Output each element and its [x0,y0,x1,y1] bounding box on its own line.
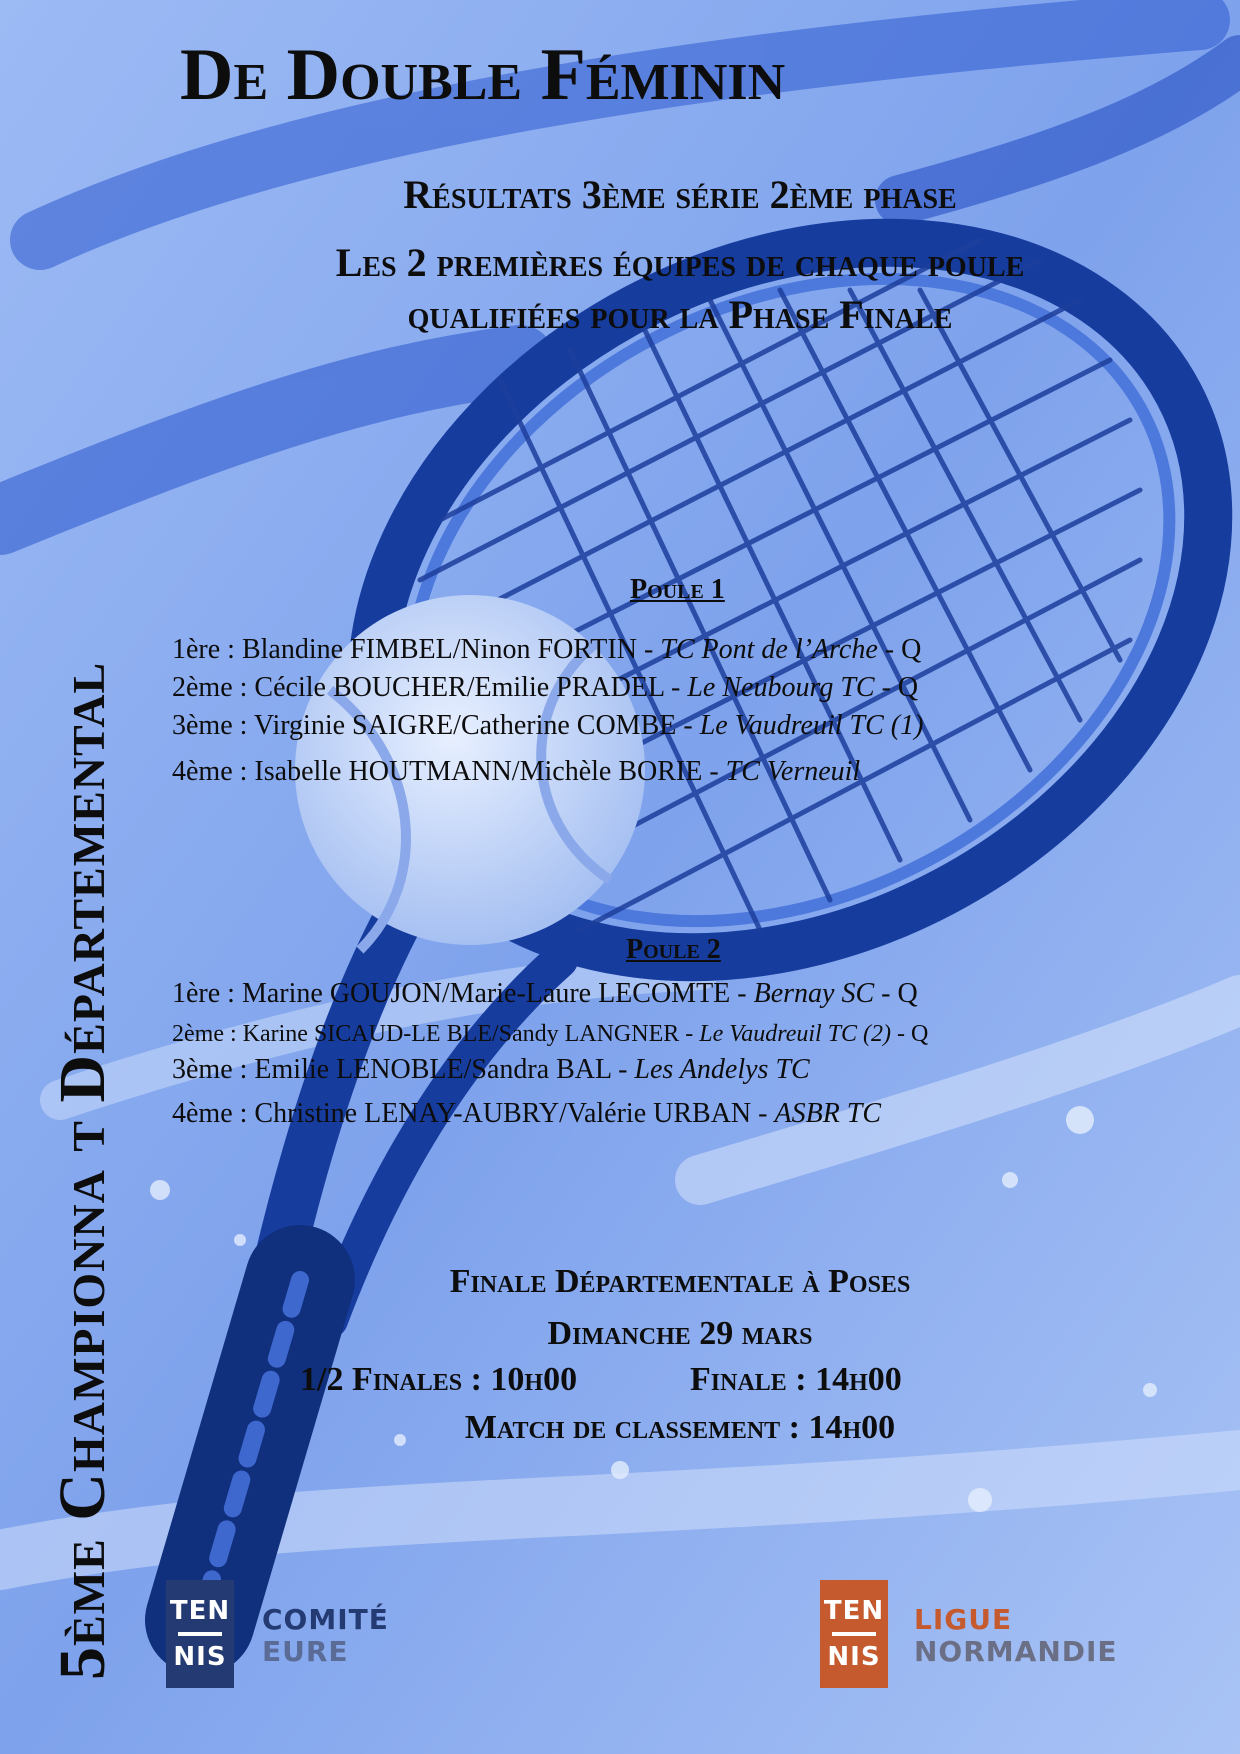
logo-ten: TEN [169,1596,231,1626]
qualified-mark: - Q [874,978,918,1009]
qualified-mark: - Q [874,672,919,703]
logo-line-2: EURE [262,1635,349,1668]
rank: 3ème : [172,1054,255,1085]
players: Emilie LENOBLE/Sandra BAL [254,1054,612,1085]
poule-2-row-2 [172,1014,1232,1054]
semi-final-time: 1/2 Finales : 10h00 [300,1361,578,1398]
logo-nis: NIS [827,1642,881,1672]
logo-line-1: COMITÉ [262,1603,389,1636]
finale-date: Dimanche 29 mars [547,1315,813,1352]
players: Marine GOUJON/Marie-Laure LECOMTE [241,978,731,1009]
finale-location: Finale Départementale à Poses [449,1263,911,1300]
ranking-match-time: Match de classement : 14h00 [464,1409,896,1446]
rank: 3ème : [172,710,254,741]
players: Blandine FIMBEL/Ninon FORTIN [241,634,637,665]
poule-2-row-1 [172,974,1232,1014]
separator: - [664,672,688,703]
rank: 1ère : [172,634,242,665]
poule-1-row-3 [172,706,1232,746]
separator: - [730,978,754,1009]
qualified-mark: - Q [877,634,922,665]
logo-line-1: LIGUE [914,1603,1013,1636]
main-title: De Double Féminin [180,34,786,116]
poule-1-title: Poule 1 [630,574,725,605]
side-title: 5ème Championna t Départemental [46,661,119,1680]
separator: - [679,1021,700,1047]
qualified-mark: - Q [891,1021,929,1047]
ligue-normandie-text [914,1604,1118,1668]
club: Le Neubourg TC [687,672,875,703]
logo-nis: NIS [173,1642,227,1672]
players: Karine SICAUD-LE BLE/Sandy LANGNER [242,1021,680,1047]
rank: 4ème : [172,1098,255,1129]
club: Le Vaudreuil TC (1) [699,710,924,741]
poule-2-row-4 [172,1094,1232,1134]
ligue-normandie-logo [820,1580,888,1688]
players: Virginie SAIGRE/Catherine COMBE [253,710,677,741]
comite-eure-logo [166,1580,234,1688]
separator: - [702,756,726,787]
separator: - [636,634,661,665]
comite-eure-text [262,1604,389,1668]
club: Les Andelys TC [634,1054,810,1085]
separator: - [751,1098,775,1129]
subtitle-line-2: Les 2 premières équipes de chaque poule [335,240,1025,285]
club: Bernay SC [753,978,875,1009]
players: Christine LENAY-AUBRY/Valérie URBAN [254,1098,752,1129]
subtitle-line-3: qualifiées pour la Phase Finale [407,292,953,337]
rank: 2ème : [172,672,255,703]
poule-1-row-2 [172,668,1232,708]
club: TC Pont de l’Arche [660,634,878,665]
separator: - [611,1054,635,1085]
rank: 2ème : [172,1021,243,1047]
club: ASBR TC [774,1098,882,1129]
rank: 4ème : [172,756,255,787]
subtitle-line-1: Résultats 3ème série 2ème phase [403,172,957,217]
final-time: Finale : 14h00 [690,1361,902,1398]
logo-ten: TEN [823,1596,885,1626]
poule-1-row-4 [172,752,1232,792]
logo-divider [832,1632,876,1636]
logo-line-2: NORMANDIE [914,1635,1118,1668]
club: TC Verneuil [725,756,861,787]
poule-1-row-1 [172,630,1232,670]
club: Le Vaudreuil TC (2) [699,1021,892,1047]
poule-2-row-3 [172,1050,1232,1090]
logo-divider [178,1632,222,1636]
players: Cécile BOUCHER/Emilie PRADEL [254,672,665,703]
rank: 1ère : [172,978,242,1009]
players: Isabelle HOUTMANN/Michèle BORIE [254,756,703,787]
poule-2-title: Poule 2 [626,934,721,965]
separator: - [676,710,700,741]
finale-schedule [240,1356,1140,1404]
